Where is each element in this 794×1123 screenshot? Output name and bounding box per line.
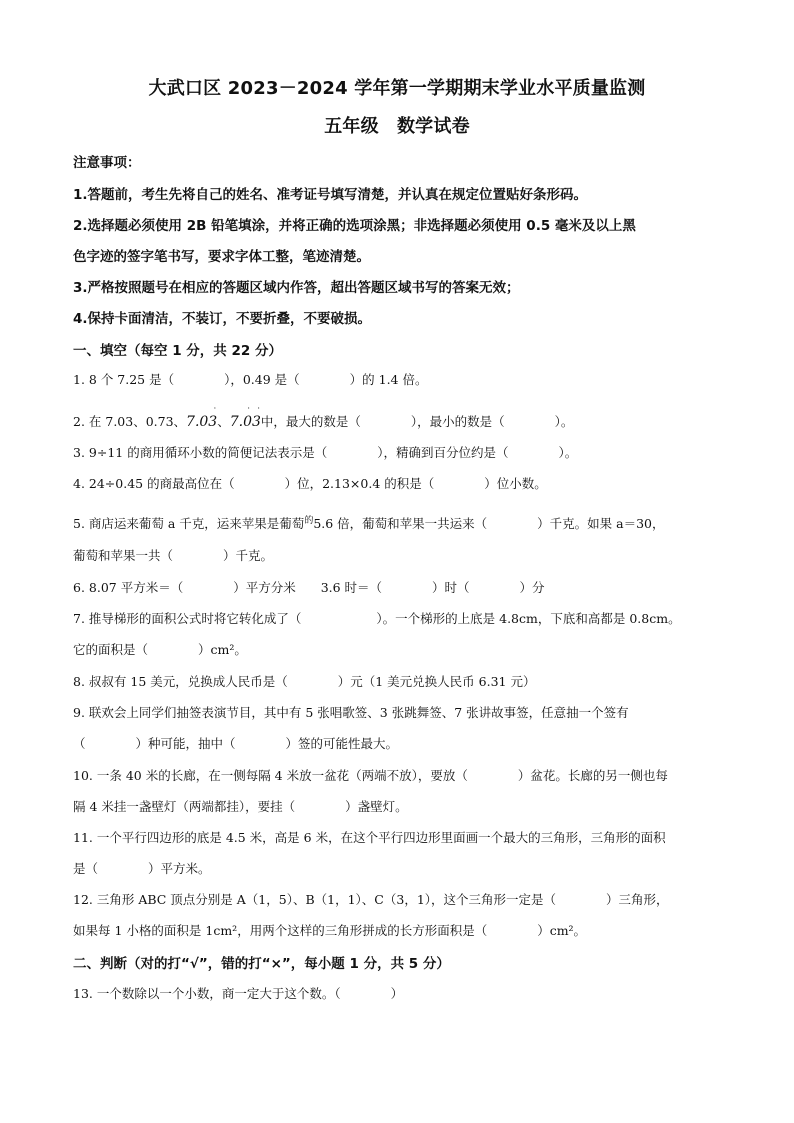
notice-heading: 注意事项： [73, 155, 141, 171]
q2-num2: 7.03 [229, 414, 261, 430]
question-12-line2: 如果每 1 小格的面积是 1cm²，用两个这样的三角形拼成的长方形面积是（ ）cm²。 [73, 923, 587, 938]
notice-item-2: 2.选择题必须使用 2B 铅笔填涂，并将正确的选项涂黑；非选择题必须使用 0.5 毫米及以上黑 [73, 218, 636, 234]
repeat-dot: · [247, 404, 250, 413]
question-1: 1. 8 个 7.25 是（ ），0.49 是（ ）的 1.4 倍。 [73, 372, 428, 387]
question-7-line1: 7. 推导梯形的面积公式时将它转化成了（ ）。一个梯形的上底是 4.8cm，下底和高都是 0.8cm。 [73, 611, 681, 626]
section2-heading: 二、判断（对的打“√”，错的打“×”，每小题 1 分，共 5 分） [73, 956, 450, 972]
question-7-line2: 它的面积是（ ）cm²。 [73, 642, 247, 657]
q2-suffix: 中，最大的数是（ ），最小的数是（ ）。 [260, 414, 574, 429]
notice-item-1: 1.答题前，考生先将自己的姓名、准考证号填写清楚，并认真在规定位置贴好条形码。 [73, 187, 588, 203]
exam-title: 大武口区 2023－2024 学年第一学期期末学业水平质量监测 [148, 78, 646, 99]
repeat-dot: · [213, 404, 217, 413]
question-5-line1 [73, 513, 665, 532]
question-11-line2: 是（ ）平方米。 [73, 861, 211, 876]
q5-text-b: 5.6 倍，葡萄和苹果一共运来（ ）千克。如果 a＝30， [313, 516, 665, 532]
question-13: 13. 一个数除以一个小数，商一定大于这个数。（ ） [73, 986, 404, 1001]
notice-item-2-cont: 色字迹的签字笔书写，要求字体工整，笔迹清楚。 [73, 249, 370, 265]
exam-subtitle: 五年级 数学试卷 [324, 116, 470, 137]
section1-heading: 一、填空（每空 1 分，共 22 分） [73, 343, 282, 359]
question-3: 3. 9÷11 的商用循环小数的简便记法表示是（ ），精确到百分位约是（ ）。 [73, 445, 578, 460]
question-9-line2: （ ）种可能，抽中（ ）签的可能性最大。 [73, 736, 399, 751]
q2-sep: 、 [217, 414, 230, 429]
question-4: 4. 24÷0.45 的商最高位在（ ）位，2.13×0.4 的积是（ ）位小数。 [73, 476, 547, 491]
notice-item-3: 3.严格按照题号在相应的答题区域内作答，超出答题区域书写的答案无效； [73, 280, 520, 296]
question-2 [73, 404, 574, 430]
q2-prefix: 2. 在 7.03、0.73、 [73, 414, 187, 429]
repeating-decimal-2 [229, 404, 261, 430]
question-8: 8. 叔叔有 15 美元，兑换成人民币是（ ）元（1 美元兑换人民币 6.31 元） [73, 674, 536, 689]
question-10-line1: 10. 一条 40 米的长廊，在一侧每隔 4 米放一盆花（两端不放），要放（ ）盆花。长廊的另一侧也每 [73, 768, 668, 783]
q5-sup: 的 [304, 516, 314, 526]
q5-text-a: 5. 商店运来葡萄 a 千克，运来苹果是葡萄 [73, 516, 305, 532]
question-11-line1: 11. 一个平行四边形的底是 4.5 米，高是 6 米，在这个平行四边形里面画一个最大的三角形，三角形的面积 [73, 830, 666, 845]
notice-item-4: 4.保持卡面清洁，不装订，不要折叠，不要破损。 [73, 311, 372, 327]
q2-num1: 7.03 [186, 414, 218, 430]
question-5-line2: 葡萄和苹果一共（ ）千克。 [73, 548, 274, 563]
question-10-line2: 隔 4 米挂一盏壁灯（两端都挂），要挂（ ）盏壁灯。 [73, 799, 408, 814]
repeat-dot: · [257, 404, 260, 413]
question-12-line1: 12. 三角形 ABC 顶点分别是 A（1，5）、B（1，1）、C（3，1），这个三角形一定是（ ）三角形， [73, 892, 669, 907]
question-9-line1: 9. 联欢会上同学们抽签表演节目，其中有 5 张唱歌签、3 张跳舞签、7 张讲故事签，任意抽一个签有 [73, 705, 629, 720]
question-6: 6. 8.07 平方米＝（ ）平方分米 3.6 时＝（ ）时（ ）分 [73, 580, 545, 595]
repeating-decimal-1 [186, 404, 218, 430]
